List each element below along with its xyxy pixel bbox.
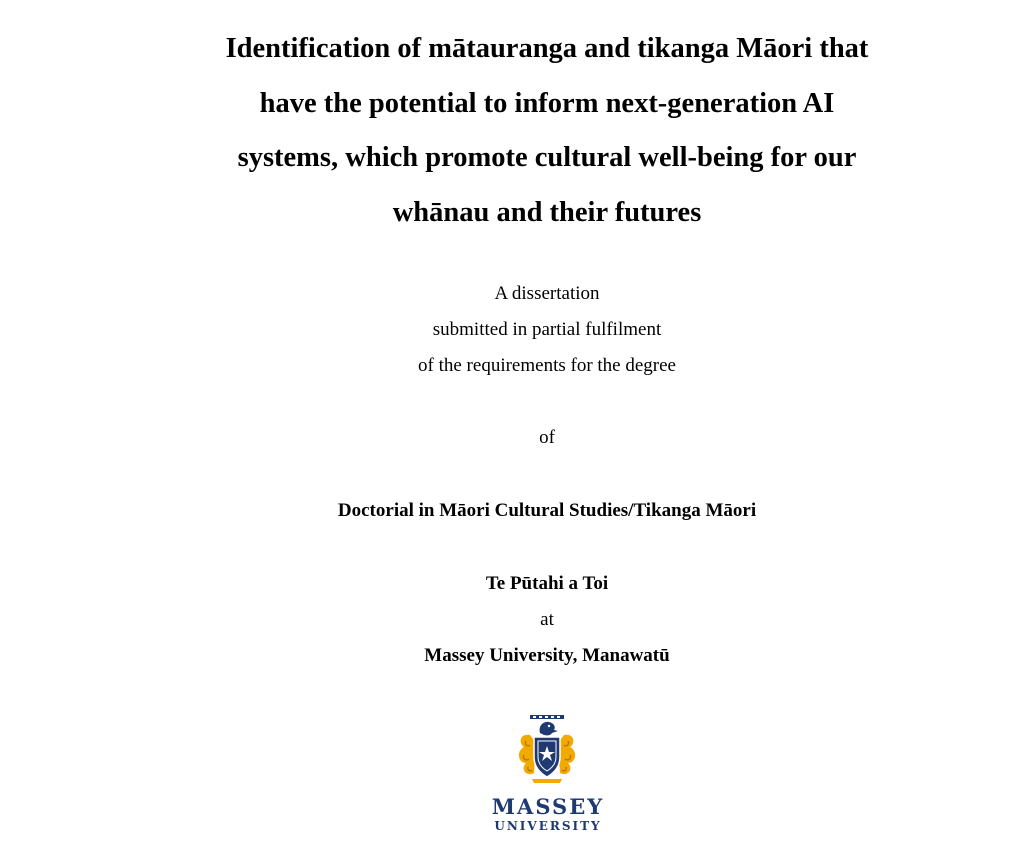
dissertation-title — [150, 22, 944, 240]
intro-line-3: of the requirements for the degree — [418, 355, 676, 376]
logo-wordmark: MASSEY — [491, 794, 605, 819]
university-crest-icon — [514, 713, 580, 785]
title-line-1: Identification of mātauranga and tikanga Māori that — [225, 33, 869, 64]
intro-line-1: A dissertation — [494, 283, 600, 304]
title-line-4: whānau and their futures — [392, 196, 702, 228]
title-line-2: have the potential to inform next-generation AI — [259, 87, 835, 119]
massey-university-logo — [486, 713, 610, 837]
institution-name: Massey University, Manawatū — [424, 645, 670, 666]
degree-name: Doctorial in Māori Cultural Studies/Tikanga Māori — [337, 500, 757, 521]
school-name: Te Pūtahi a Toi — [485, 573, 609, 594]
logo-subtitle: UNIVERSITY — [494, 819, 602, 833]
title-line-3: systems, which promote cultural well-being for our — [237, 142, 857, 173]
at-text: at — [540, 609, 554, 630]
intro-line-2: submitted in partial fulfilment — [432, 319, 662, 340]
of-text: of — [539, 427, 555, 448]
